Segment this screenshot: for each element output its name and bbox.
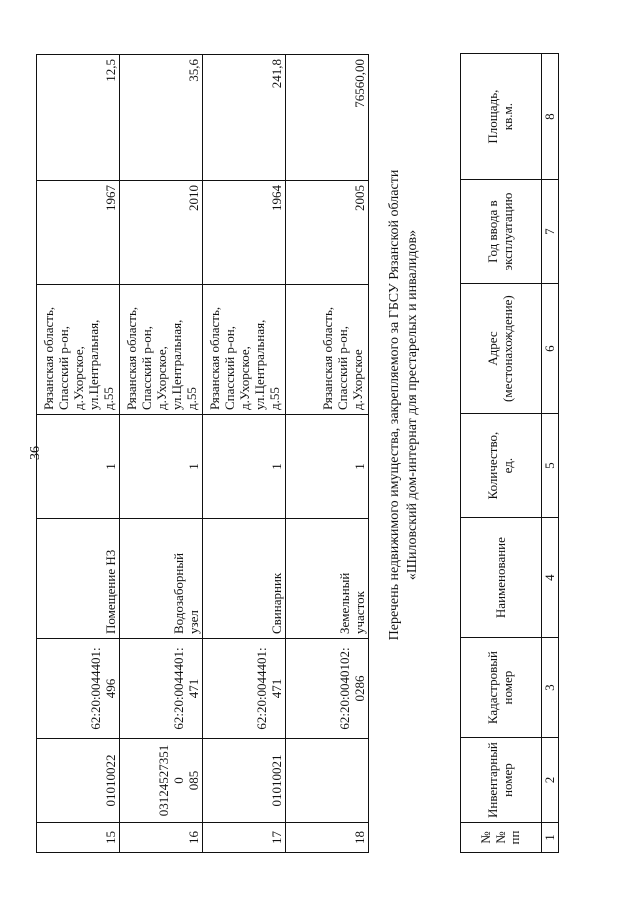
- cell-name: Водозаборный узел: [120, 519, 203, 639]
- caption-line-1: Перечень недвижимого имущества, закрепляемого за ГБСУ Рязанской области: [387, 169, 402, 641]
- header-cadastral: Кадастровый номер: [461, 638, 542, 738]
- column-number: 7: [542, 180, 559, 284]
- column-number: 4: [542, 518, 559, 638]
- cell-inventory: 03124527351 0 085: [120, 739, 203, 823]
- cell-inventory: 01010022: [37, 739, 120, 823]
- cell-cadastral: 62:20:0044401: 471: [120, 639, 203, 739]
- cell-quantity: 1: [203, 415, 286, 519]
- column-number: 3: [542, 638, 559, 738]
- cell-no: 18: [286, 823, 369, 853]
- column-number-row: [542, 54, 559, 853]
- property-table-header: [460, 53, 559, 853]
- cell-no: 15: [37, 823, 120, 853]
- table-caption: [386, 55, 422, 755]
- cell-name: Помещение Н3: [37, 519, 120, 639]
- column-number: 5: [542, 414, 559, 518]
- cell-area: 241,8: [203, 55, 286, 181]
- column-number: 8: [542, 54, 559, 180]
- cell-no: 16: [120, 823, 203, 853]
- cell-quantity: 1: [286, 415, 369, 519]
- cell-address: Рязанская область, Спасский р-он, д.Ухорское: [286, 285, 369, 415]
- column-number: 2: [542, 738, 559, 823]
- column-number: 1: [542, 823, 559, 853]
- column-number: 6: [542, 284, 559, 414]
- cell-name: Земельный участок: [286, 519, 369, 639]
- header-name: Наименование: [461, 518, 542, 638]
- cell-quantity: 1: [120, 415, 203, 519]
- table-row: [286, 55, 369, 853]
- page-number: 36: [28, 446, 43, 460]
- header-address: Адрес (местонахождение): [461, 284, 542, 414]
- cell-cadastral: 62:20:0044401: 471: [203, 639, 286, 739]
- cell-inventory: 01010021: [203, 739, 286, 823]
- header-no: № № пп: [461, 823, 542, 853]
- cell-address: Рязанская область, Спасский р-он, д.Ухорское, ул.Центральная, д.55: [203, 285, 286, 415]
- cell-address: Рязанская область, Спасский р-он, д.Ухорское, ул.Центральная, д.55: [37, 285, 120, 415]
- table-row: [203, 55, 286, 853]
- cell-year: 1964: [203, 181, 286, 285]
- cell-inventory: [286, 739, 369, 823]
- caption-line-2: «Шиловский дом-интернат для престарелых и инвалидов»: [405, 229, 420, 581]
- header-year: Год ввода в эксплуатацию: [461, 180, 542, 284]
- cell-area: 76560,00: [286, 55, 369, 181]
- cell-year: 2005: [286, 181, 369, 285]
- cell-name: Свинарник: [203, 519, 286, 639]
- table-row: [120, 55, 203, 853]
- table-row: [37, 55, 120, 853]
- cell-area: 12,5: [37, 55, 120, 181]
- cell-year: 1967: [37, 181, 120, 285]
- header-row: [461, 54, 542, 853]
- cell-cadastral: 62:20:0044401: 496: [37, 639, 120, 739]
- cell-quantity: 1: [37, 415, 120, 519]
- header-inventory: Инвентарный номер: [461, 738, 542, 823]
- cell-address: Рязанская область, Спасский р-он, д.Ухорское, ул.Центральная, д.55: [120, 285, 203, 415]
- cell-year: 2010: [120, 181, 203, 285]
- cell-cadastral: 62:20:0040102: 0286: [286, 639, 369, 739]
- header-quantity: Количество, ед.: [461, 414, 542, 518]
- property-table-continuation: [36, 54, 369, 853]
- cell-area: 35,6: [120, 55, 203, 181]
- cell-no: 17: [203, 823, 286, 853]
- header-area: Площадь, кв.м.: [461, 54, 542, 180]
